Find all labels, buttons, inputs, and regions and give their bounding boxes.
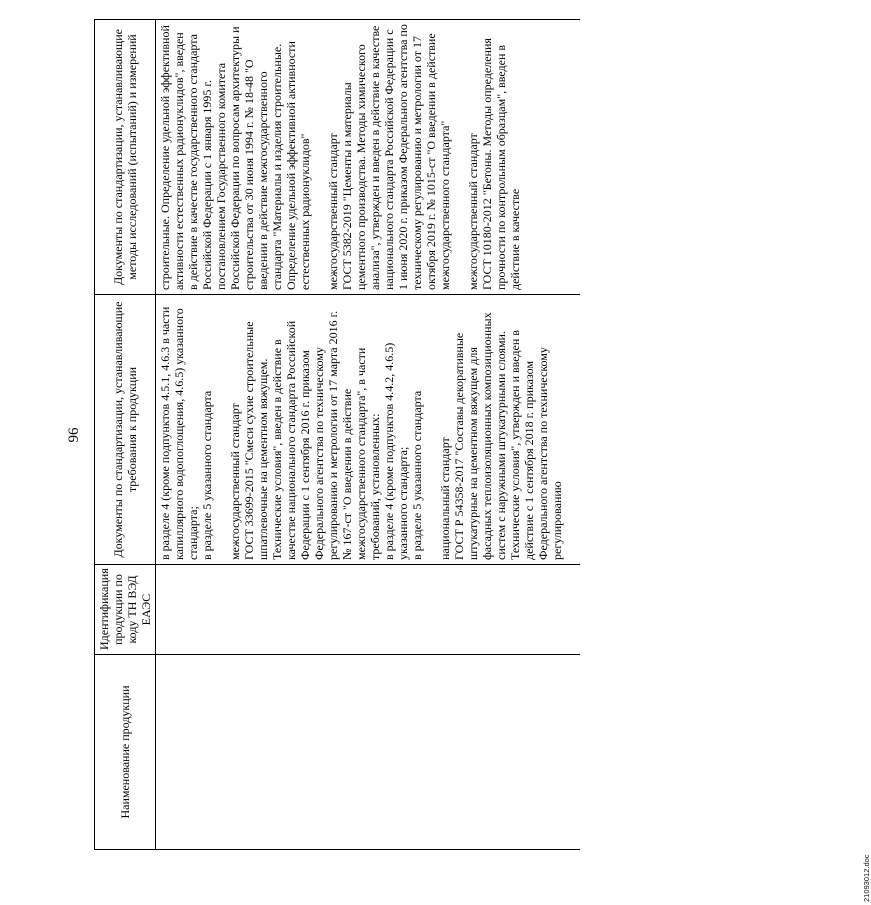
cell-tn-ved-code — [156, 565, 581, 655]
header-methods-docs: Документы по стандартизации, устанавливающие методы исследований (испытаний) и измерений — [95, 20, 156, 295]
cell-requirements-docs: в разделе 4 (кроме подпунктов 4.5.1, 4.6.3 в части капиллярного водопоглощения, 4.6.5) указанного стандарта; в разделе 5 указанного стандарта межгосударственный стандарт ГОСТ 33699-2015 "Смеси сухие строительные шпатлевочные на цементном вяжущем. Технические условия", введен в действие в качестве национального стандарта Российской Федерации с 1 сентября 2016 г. приказом Федерального агентства по техническому регулированию и метрологии от 17 марта 2016 г. № 167-ст "О введении в действие межгосударственного стандарта", в части требований, установленных: в разделе 4 (кроме подпунктов 4.4.2, 4.6.5) указанного стандарта; в разделе 5 указанного стандарта национальный стандарт ГОСТ Р 54358-2017 "Составы декоративные штукатурные на цементном вяжущем для фасадных теплоизоляционных композиционных систем с наружными штукатурными слоями. Технические условия", утвержден и введен в действие с 1 сентября 2018 г. приказом Федерального агентства по техническому регулированию — [156, 295, 581, 565]
rotated-content — [60, 20, 590, 850]
page-number: 96 — [66, 427, 82, 443]
header-product-name: Наименование продукции — [95, 655, 156, 850]
header-tn-ved-code: Идентификация продукции по коду ТН ВЭД ЕАЭС — [95, 565, 156, 655]
cell-methods-docs: строительные. Определение удельной эффективной активности естественных радионуклидов", введен в действие в качестве государственного стандарта Российской Федерации с 1 января 1995 г. постановлением Государственного комитета Российской Федерации по вопросам архитектуры и строительства от 30 июня 1994 г. № 18-48 "О введении в действие межгосударственного стандарта "Материалы и изделия строительные. Определение удельной эффективной активности естественных радионуклидов" межгосударственный стандарт ГОСТ 5382-2019 "Цементы и материалы цементного производства. Методы химического анализа", утвержден и введен в действие в качестве национального стандарта Российской Федерации с 1 июня 2020 г. приказом Федерального агентства по техническому регулированию и метрологии от 17 октября 2019 г. № 1015-ст "О введении в действие межгосударственного стандарта" межгосударственный стандарт ГОСТ 10180-2012 "Бетоны. Методы определения прочности по контрольным образцам", введен в действие в качестве — [156, 20, 581, 295]
cell-product-name — [156, 655, 581, 850]
table-header-row — [95, 20, 156, 850]
standards-table — [94, 19, 580, 850]
table-row — [156, 20, 581, 850]
header-requirements-docs: Документы по стандартизации, устанавливающие требования к продукции — [95, 295, 156, 565]
footer-filename: 21093012.doc — [862, 854, 871, 902]
